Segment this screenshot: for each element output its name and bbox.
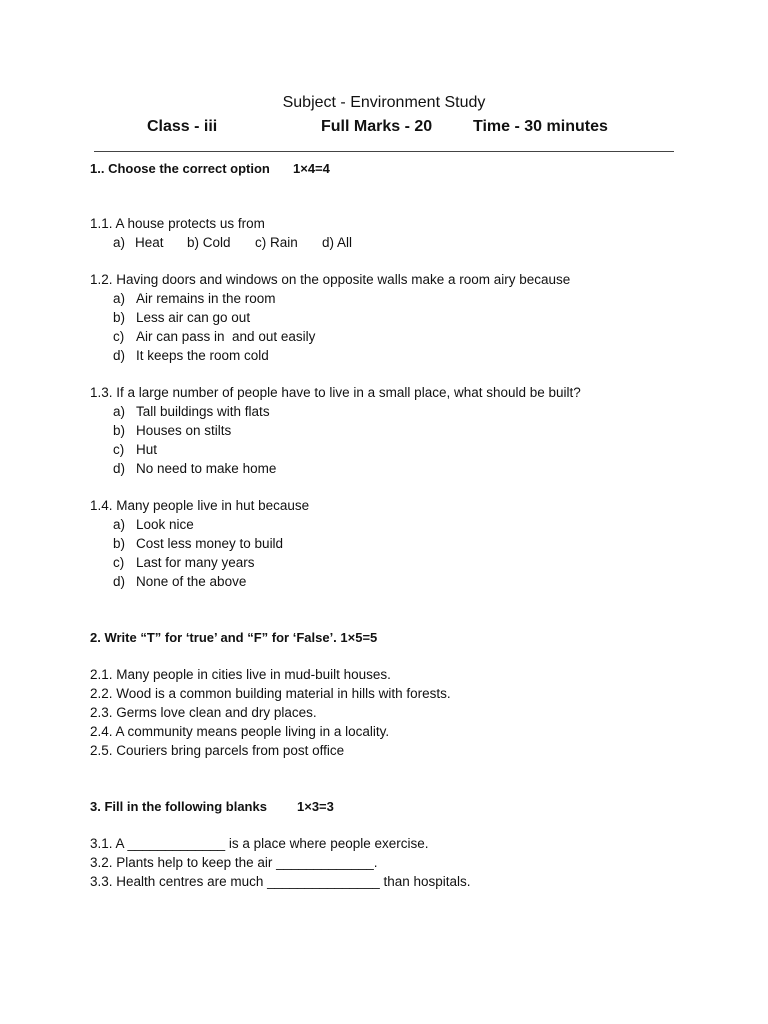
option-letter: d) xyxy=(113,461,126,476)
option-text: Air remains in the room xyxy=(136,291,276,306)
option-text: Tall buildings with flats xyxy=(136,404,270,419)
option-heat: Heat xyxy=(135,235,164,250)
option-rain: c) Rain xyxy=(255,235,298,250)
option-letter: d) xyxy=(113,574,126,589)
blank-3-1: 3.1. A _____________ is a place where people exercise. xyxy=(90,836,429,851)
option-text: Hut xyxy=(136,442,158,457)
option-all: d) All xyxy=(322,235,353,250)
statement-2-5: 2.5. Couriers bring parcels from post office xyxy=(90,743,345,758)
question-1-3: 1.3. If a large number of people have to live in a small place, what should be built? xyxy=(90,385,581,400)
question-1-2: 1.2. Having doors and windows on the opposite walls make a room airy because xyxy=(90,272,571,287)
question-1-1: 1.1. A house protects us from xyxy=(90,216,265,231)
option-letter: b) xyxy=(113,536,126,551)
full-marks-label: Full Marks - 20 xyxy=(321,118,433,135)
statement-2-4: 2.4. A community means people living in a locality. xyxy=(90,724,390,739)
option-text: Cost less money to build xyxy=(136,536,284,551)
option-letter: a) xyxy=(113,235,126,250)
statement-2-3: 2.3. Germs love clean and dry places. xyxy=(90,705,317,720)
statement-2-2: 2.2. Wood is a common building material in hills with forests. xyxy=(90,686,451,701)
option-letter: c) xyxy=(113,555,125,570)
option-text: Last for many years xyxy=(136,555,255,570)
option-letter: c) xyxy=(113,329,125,344)
section-2-title: 2. Write “T” for ‘true’ and “F” for ‘False’. 1×5=5 xyxy=(90,630,378,645)
option-cold: b) Cold xyxy=(187,235,231,250)
option-text: Air can pass in and out easily xyxy=(136,329,316,344)
option-letter: b) xyxy=(113,310,126,325)
section-1-marks: 1×4=4 xyxy=(293,161,330,176)
time-label: Time - 30 minutes xyxy=(473,118,608,135)
option-text: Houses on stilts xyxy=(136,423,232,438)
blank-3-3: 3.3. Health centres are much _______________ than hospitals. xyxy=(90,874,471,889)
section-3-marks: 1×3=3 xyxy=(297,799,334,814)
subject-title: Subject - Environment Study xyxy=(282,94,486,111)
option-text: None of the above xyxy=(136,574,247,589)
blank-3-2: 3.2. Plants help to keep the air _____________. xyxy=(90,855,378,870)
option-letter: d) xyxy=(113,348,126,363)
option-text: Less air can go out xyxy=(136,310,251,325)
statement-2-1: 2.1. Many people in cities live in mud-built houses. xyxy=(90,667,391,682)
option-text: Look nice xyxy=(136,517,194,532)
header-divider xyxy=(94,151,674,152)
option-letter: a) xyxy=(113,291,126,306)
option-text: No need to make home xyxy=(136,461,277,476)
option-letter: a) xyxy=(113,404,126,419)
option-letter: c) xyxy=(113,442,125,457)
section-1-title: 1.. Choose the correct option xyxy=(90,161,270,176)
option-letter: a) xyxy=(113,517,126,532)
option-letter: b) xyxy=(113,423,126,438)
class-label: Class - iii xyxy=(147,118,218,135)
section-3-title: 3. Fill in the following blanks xyxy=(90,799,267,814)
question-1-4: 1.4. Many people live in hut because xyxy=(90,498,310,513)
option-text: It keeps the room cold xyxy=(136,348,269,363)
